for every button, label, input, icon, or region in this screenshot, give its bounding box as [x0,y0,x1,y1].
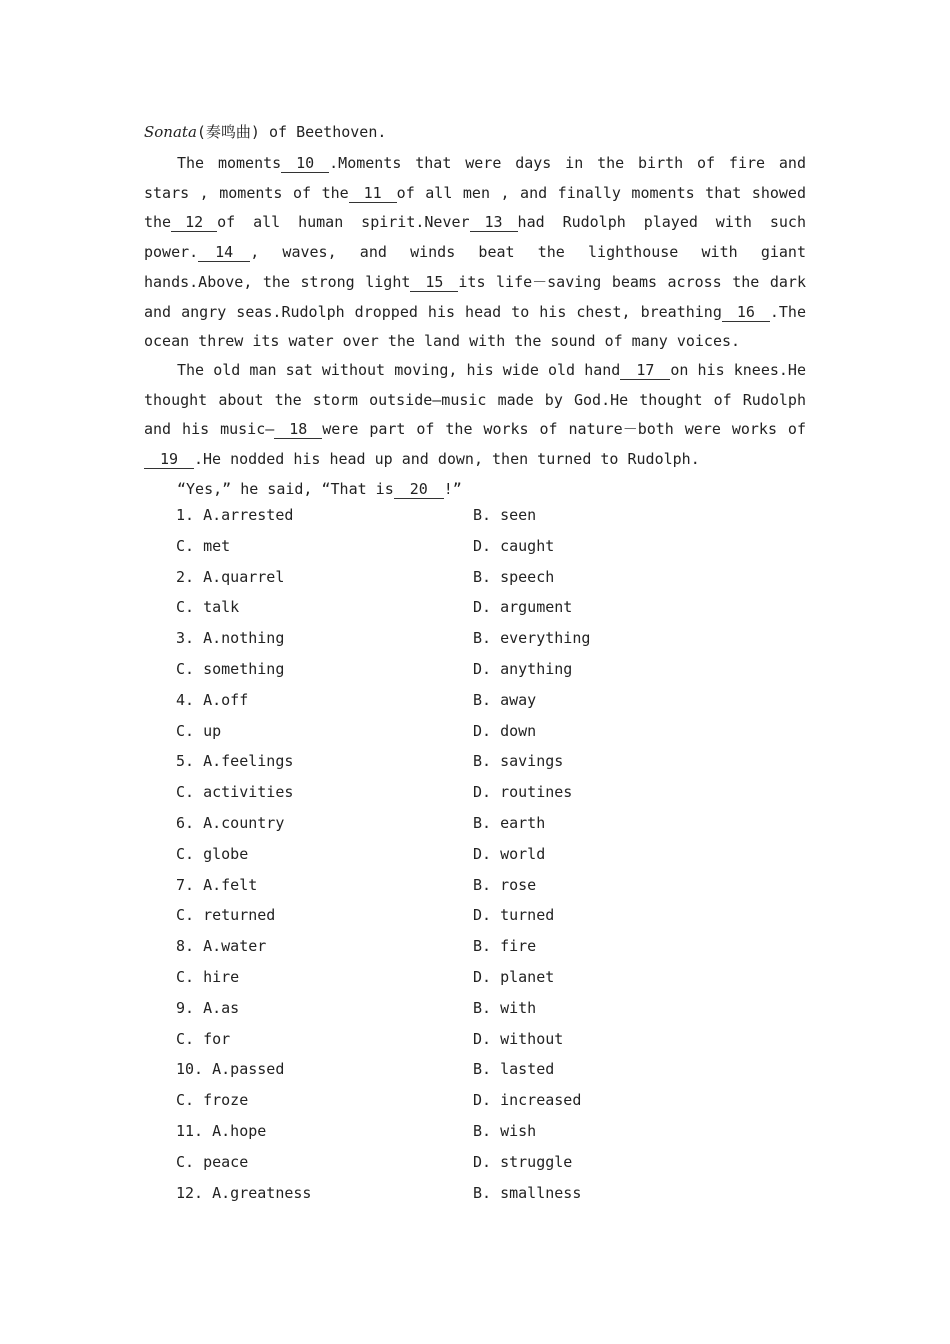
option-row [0,783,950,814]
sonata-title-rest: (奏鸣曲) of Beethoven. [196,123,387,141]
passage-text: The old man sat without moving, his wide old hand [177,361,621,379]
passage-text: .The ocean threw its water over the land with the sound of many voices. [144,302,806,351]
passage-text: had Rudolph played with such power. [144,213,806,262]
option-left: 6. A.country [176,813,285,832]
option-row [0,1153,950,1184]
option-row [0,999,950,1030]
option-left: C. returned [176,906,276,925]
option-right: B. speech [473,567,555,586]
blank-17: 17 [620,361,670,380]
option-right: B. with [473,998,537,1017]
passage-paragraph-2 [144,356,806,475]
option-right: D. down [473,721,537,740]
option-row [0,1184,950,1215]
blank-16: 16 [722,303,770,322]
option-left: C. up [176,721,222,740]
option-left: 12. A.greatness [176,1183,312,1202]
passage-text: of all human spirit.Never [217,213,470,232]
option-left: C. froze [176,1091,249,1110]
option-left: 9. A.as [176,998,240,1017]
option-right: D. planet [473,967,555,986]
option-row [0,1060,950,1091]
option-left: 4. A.off [176,690,249,709]
option-right: B. wish [473,1121,537,1140]
option-left: C. something [176,659,285,678]
option-right: D. argument [473,598,573,617]
blank-12: 12 [171,213,217,232]
option-row [0,1122,950,1153]
passage-text: of all men , and finally moments that showed the [144,183,806,232]
option-left: 1. A.arrested [176,506,294,524]
option-row [0,691,950,722]
option-left: 11. A.hope [176,1121,267,1140]
passage-text: “Yes,” he said, “That is [177,480,394,498]
blank-18: 18 [274,420,322,439]
option-row [0,1030,950,1061]
option-right: B. fire [473,937,537,956]
option-row [0,906,950,937]
blank-20: 20 [394,480,444,499]
option-row [0,876,950,907]
passage-line-sonata [144,118,806,148]
option-row [0,629,950,660]
option-right: D. routines [473,783,573,802]
option-right: B. everything [473,629,591,648]
option-left: 10. A.passed [176,1060,285,1079]
blank-15: 15 [410,273,458,292]
option-right: D. turned [473,906,555,925]
blank-14: 14 [198,243,250,262]
passage-text: The moments [177,154,282,172]
passage-text: were part of the works of nature－both were works of [322,420,806,439]
option-left: 3. A.nothing [176,629,285,648]
passage-text: .He nodded his head up and down, then turned to Rudolph. [194,450,700,469]
passage-paragraph-3 [144,475,806,505]
option-right: D. increased [473,1091,582,1110]
option-row [0,814,950,845]
blank-19: 19 [144,450,194,469]
option-left: C. met [176,536,231,555]
answer-options [0,506,950,1214]
option-right: D. world [473,844,546,863]
option-right: B. earth [473,813,546,832]
passage-paragraph-1 [144,149,806,357]
option-row [0,1091,950,1122]
passage-text: its life－saving beams across the dark and angry seas.Rudolph dropped his head to his chest, breathing [144,272,806,321]
option-row [0,537,950,568]
option-right: D. anything [473,659,573,678]
option-right: B. lasted [473,1060,555,1079]
passage-text: on his knees.He thought about the storm outside—music made by God.He thought of Rudolph and his music— [144,361,806,439]
blank-13: 13 [470,213,518,232]
option-right: B. rose [473,875,537,894]
option-row [0,845,950,876]
option-left: C. peace [176,1152,249,1171]
option-left: 2. A.quarrel [176,567,285,586]
option-left: 5. A.feelings [176,752,294,771]
sonata-title: Sonata [144,123,197,141]
passage-text: !” [443,480,462,498]
option-left: C. hire [176,967,240,986]
option-row [0,752,950,783]
option-row [0,660,950,691]
option-left: 8. A.water [176,937,267,956]
option-row [0,568,950,599]
option-row [0,722,950,753]
option-right: B. smallness [473,1183,582,1202]
option-right: B. away [473,690,537,709]
passage-text: , waves, and winds beat the lighthouse with giant hands.Above, the strong light [144,243,806,291]
option-right: D. caught [473,536,555,555]
option-right: D. struggle [473,1152,573,1171]
option-right: D. without [473,1029,564,1048]
option-row [0,506,950,537]
passage-text: .Moments that were days in the birth of fire and stars , moments of the [144,154,806,202]
option-right: B. savings [473,752,564,771]
blank-11: 11 [349,184,397,203]
option-row [0,598,950,629]
option-left: C. for [176,1029,231,1048]
option-left: C. globe [176,844,249,863]
blank-10: 10 [281,154,329,173]
option-left: C. talk [176,598,240,617]
option-row [0,968,950,999]
option-left: 7. A.felt [176,875,258,894]
option-right: B. seen [473,506,537,524]
option-row [0,937,950,968]
option-left: C. activities [176,783,294,802]
